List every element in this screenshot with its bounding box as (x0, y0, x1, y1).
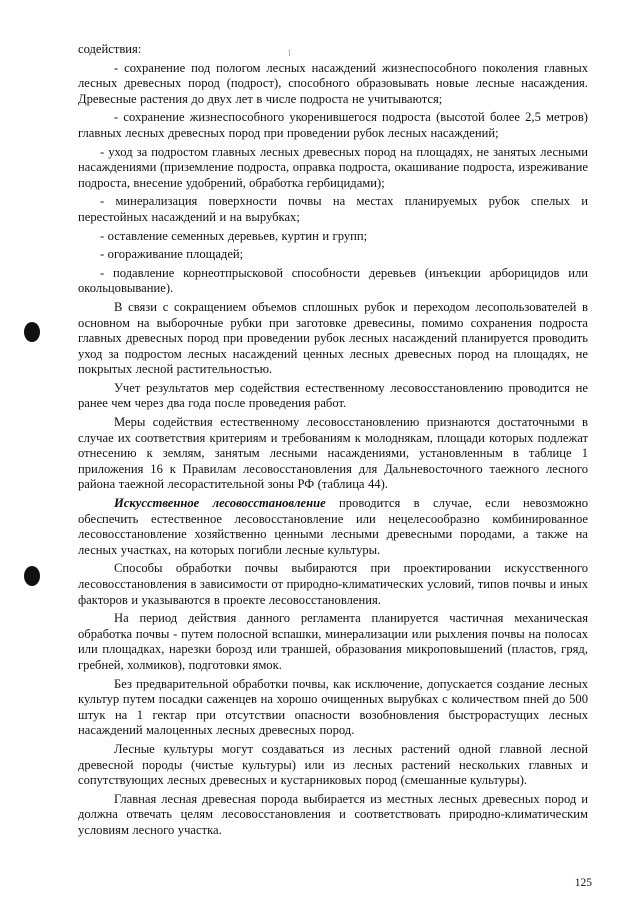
paragraph (78, 381, 588, 412)
paragraph-text: Способы обработки почвы выбираются при проектировании искусственного лесовосстановления в зависимости от природно-климатических условий, типов почвы и иных факторов и указываются в проекте лесовосстановления. (78, 561, 588, 607)
document-body (78, 42, 588, 842)
paragraph (78, 61, 588, 108)
paragraph-text: - минерализация поверхности почвы на местах планируемых рубок спелых и перестойных насаждений и на вырубках; (78, 194, 588, 224)
paragraph-text: - сохранение жизнеспособного укоренившегося подроста (высотой более 2,5 метров) главных лесных древесных пород при проведении рубок лесных насаждений; (78, 110, 588, 140)
paragraph-text: проводится в случае, если невозможно обеспечить естественное лесовосстановление или нецелесообразно комбинированное лесовосстановление хозяйственно ценными лесными древесными породами, а также на лесных участках, на которых погибли лесные культуры. (78, 496, 589, 557)
paragraph (78, 110, 588, 141)
paragraph (78, 415, 588, 493)
paragraph-text: Главная лесная древесная порода выбирается из местных лесных древесных пород и должна отвечать целям лесовосстановления и соответствовать природно-климатическим условиям лесного участка. (78, 791, 588, 837)
emphasis-term: Искусственное лесовосстановление (114, 496, 326, 511)
paragraph-text: Без предварительной обработки почвы, как исключение, допускается создание лесных культур путем посадки саженцев на хорошо очищенных вырубках с количеством пней до 500 штук на 1 гектар при отсутствии опасности возобновления быстрорастущих лесных насаждений малоценных лесных древесных пород. (78, 676, 588, 738)
paragraph (78, 266, 588, 297)
scan-speck: ⁝ (288, 48, 291, 58)
paragraph (78, 496, 588, 558)
punch-hole-bottom (24, 566, 40, 586)
paragraph-text: На период действия данного регламента планируется частичная механическая обработка почвы - путем полосной вспашки, минерализации или рыхления почвы на полосах или площадках, нарезки борозд или траншей, образования микроповышений (пластов, гряд, гребней, холмиков), подготовки ямок. (78, 611, 588, 672)
paragraph (78, 229, 588, 245)
paragraph-text: - оставление семенных деревьев, куртин и групп; (100, 228, 368, 243)
punch-hole-top (24, 322, 40, 342)
paragraph (78, 742, 588, 789)
paragraph (78, 611, 588, 673)
paragraph (78, 561, 588, 608)
paragraph-text: содействия: (78, 42, 142, 56)
paragraph (78, 42, 588, 58)
paragraph-text: Лесные культуры могут создаваться из лесных растений одной главной лесной древесной породы (чистые культуры) или из лесных растений нескольких главных и сопутствующих лесных древесных и кустарниковых пород (смешанные культуры). (78, 741, 588, 788)
paragraph (78, 792, 588, 839)
paragraph-text: В связи с сокращением объемов сплошных рубок и переходом лесопользователей в основном на выборочные рубки при заготовке древесины, помимо сохранения подроста главных древесных пород при проведении рубок лесных насаждений планируется проводить уход за подростом лесных насаждений ценных лесных древесных пород на площадях, не покрытых лесной растительностью. (78, 299, 588, 377)
paragraph (78, 194, 588, 225)
paragraph (78, 145, 588, 192)
paragraph (78, 300, 588, 378)
paragraph (78, 677, 588, 739)
page-number: 125 (574, 877, 592, 889)
paragraph-text: Учет результатов мер содействия естественному лесовосстановлению проводится не ранее чем через два года после проведения работ. (78, 380, 588, 411)
paragraph-text: - сохранение под пологом лесных насаждений жизнеспособного поколения главных лесных древесных пород (подрост), способного образовывать новые лесные насаждения. Древесные растения до двух лет в числе подроста не учитываются; (78, 60, 588, 106)
paragraph-text: - огораживание площадей; (100, 247, 244, 262)
paragraph-text: - уход за подростом главных лесных древесных пород на площадях, не занятых лесными насаждениями (приземление подроста, оправка подроста, окашивание подроста, изреживание подроста, внесение удобрений, обработка гербицидами); (78, 144, 588, 190)
paragraph (78, 247, 588, 263)
paragraph-text: - подавление корнеотпрысковой способности деревьев (инъекции арборицидов или окольцовывание). (78, 265, 588, 296)
paragraph-text: Меры содействия естественному лесовосстановлению признаются достаточными в случае их соответствия критериям и требованиям к молоднякам, площади которых подлежат отнесению к землям, занятым лесными насаждениями, установленным в таблице 1 приложения 16 к Правилам лесовосстановления для Дальневосточного таежного лесного района таежной лесорастительной зоны РФ (таблица 44). (78, 415, 588, 492)
